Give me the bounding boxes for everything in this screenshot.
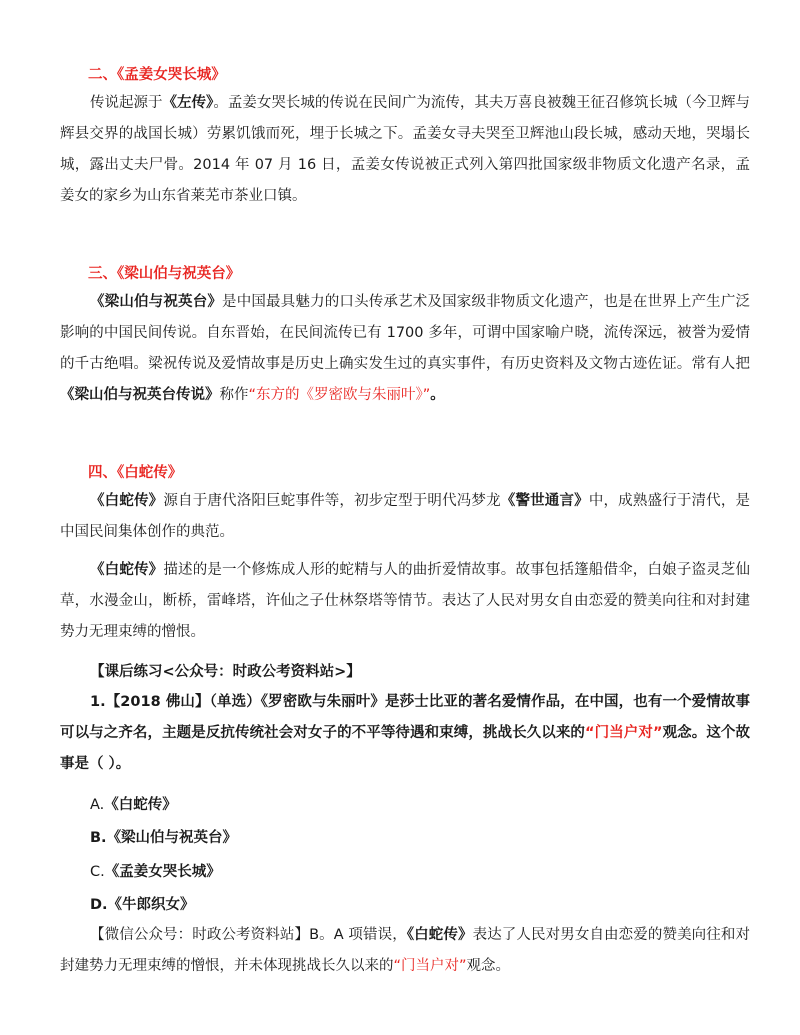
option-text: 《梁山伯与祝英台》	[106, 830, 238, 846]
option-c	[90, 860, 221, 881]
text-run: 源自于唐代洛阳巨蛇事件等，初步定型于明代冯梦龙	[163, 493, 501, 509]
paragraph-baishezhuan-2	[60, 555, 750, 648]
option-letter: B.	[90, 830, 107, 846]
question-text: 1.【2018 佛山】（单选）《罗密欧与朱丽叶》是莎士比亚的著名爱情作品，在中国，也有一个爱情故事可以与之齐名，主题是反抗传统社会对女子的不平等待遇和束缚，挑战长久以来的	[60, 694, 750, 741]
option-a	[90, 793, 177, 814]
text-run-bold: 。	[430, 387, 445, 403]
option-text: 《牛郎织女》	[107, 897, 195, 913]
option-letter: A.	[90, 797, 105, 813]
exercise-title: 【课后练习<公众号：时政公考资料站>】	[90, 664, 361, 680]
section-heading-baishezhuan: 四、《白蛇传》	[88, 465, 183, 481]
paragraph-liangzhu	[60, 287, 750, 411]
text-run-red: “东方的《罗密欧与朱丽叶》”	[248, 387, 431, 403]
text-run-bold: 《梁山伯与祝英台》	[90, 294, 223, 310]
option-text: 《孟姜女哭长城》	[104, 864, 221, 880]
option-b	[90, 826, 237, 847]
option-d	[90, 893, 195, 914]
text-run: 。孟姜女哭长城的传说在民间广为流传，其夫万喜良被魏王征召修筑长城（今卫辉与辉县交界的战国长城）劳累饥饿而死，埋于长城之下。孟姜女寻夫哭至卫辉池山段长城，感动天地，哭塌长城，露出丈夫尸骨。2014 年 07 月 16 日，孟姜女传说被正式列入第四批国家级非物质文化遗产名录，孟姜女的家乡为山东省莱芜市茶业口镇。	[60, 95, 751, 204]
text-run-bold: 《白蛇传》	[90, 562, 164, 578]
question-text: 观念。这个故事是（ ）。	[60, 725, 751, 772]
text-run-bold: 《左传》	[162, 95, 214, 111]
text-run: 描述的是一个修炼成人形的蛇精与人的曲折爱情故事。故事包括篷船借伞，白娘子盗灵芝仙草，水漫金山，断桥，雷峰塔，许仙之子仕林祭塔等情节。表达了人民对男女自由恋爱的赞美向往和对封建势力无理束缚的憎恨。	[60, 562, 751, 640]
question-text-red: “门当户对”	[585, 725, 663, 741]
text-run: 是中国最具魅力的口头传承艺术及国家级非物质文化遗产，也是在世界上产生广泛影响的中国民间传说。自东晋始，在民间流传已有 1700 多年，可谓中国家喻户晓，流传深远，被誉为爱情的千古绝唱。梁祝传说及爱情故事是历史上确实发生过的真实事件，有历史资料及文物古迹佐证。常有人把	[60, 294, 751, 372]
answer-text: 【微信公众号：时政公考资料站】B。A 项错误，	[90, 927, 407, 943]
option-text: 《白蛇传》	[104, 797, 177, 813]
answer-text: 表达了人民对男女自由恋爱的赞美向往和对封建势力无理束缚的憎恨，并未体现挑战长久以来的	[60, 927, 750, 974]
text-run-bold: 《警世通言》	[500, 493, 589, 509]
answer-text-bold: 《白蛇传》	[406, 927, 473, 943]
answer-text: 观念。	[466, 958, 511, 974]
section-heading-mengjiangnv: 二、《孟姜女哭长城》	[88, 67, 226, 83]
answer-text-red: “门当户对”	[393, 958, 467, 974]
paragraph-baishezhuan-1	[60, 486, 750, 548]
text-run: 传说起源于	[90, 95, 163, 111]
section-heading-liangzhu: 三、《梁山伯与祝英台》	[88, 266, 241, 282]
text-run-bold: 《梁山伯与祝英台传说》	[60, 387, 220, 403]
text-run: 称作	[219, 387, 249, 403]
option-letter: C.	[90, 864, 105, 880]
paragraph-mengjiangnv	[60, 88, 750, 212]
text-run: 中，成熟盛行于清代，是中国民间集体创作的典范。	[60, 493, 751, 540]
question-1	[60, 687, 750, 780]
option-letter: D.	[90, 897, 108, 913]
text-run-bold: 《白蛇传》	[90, 493, 164, 509]
answer-explanation	[60, 920, 750, 982]
